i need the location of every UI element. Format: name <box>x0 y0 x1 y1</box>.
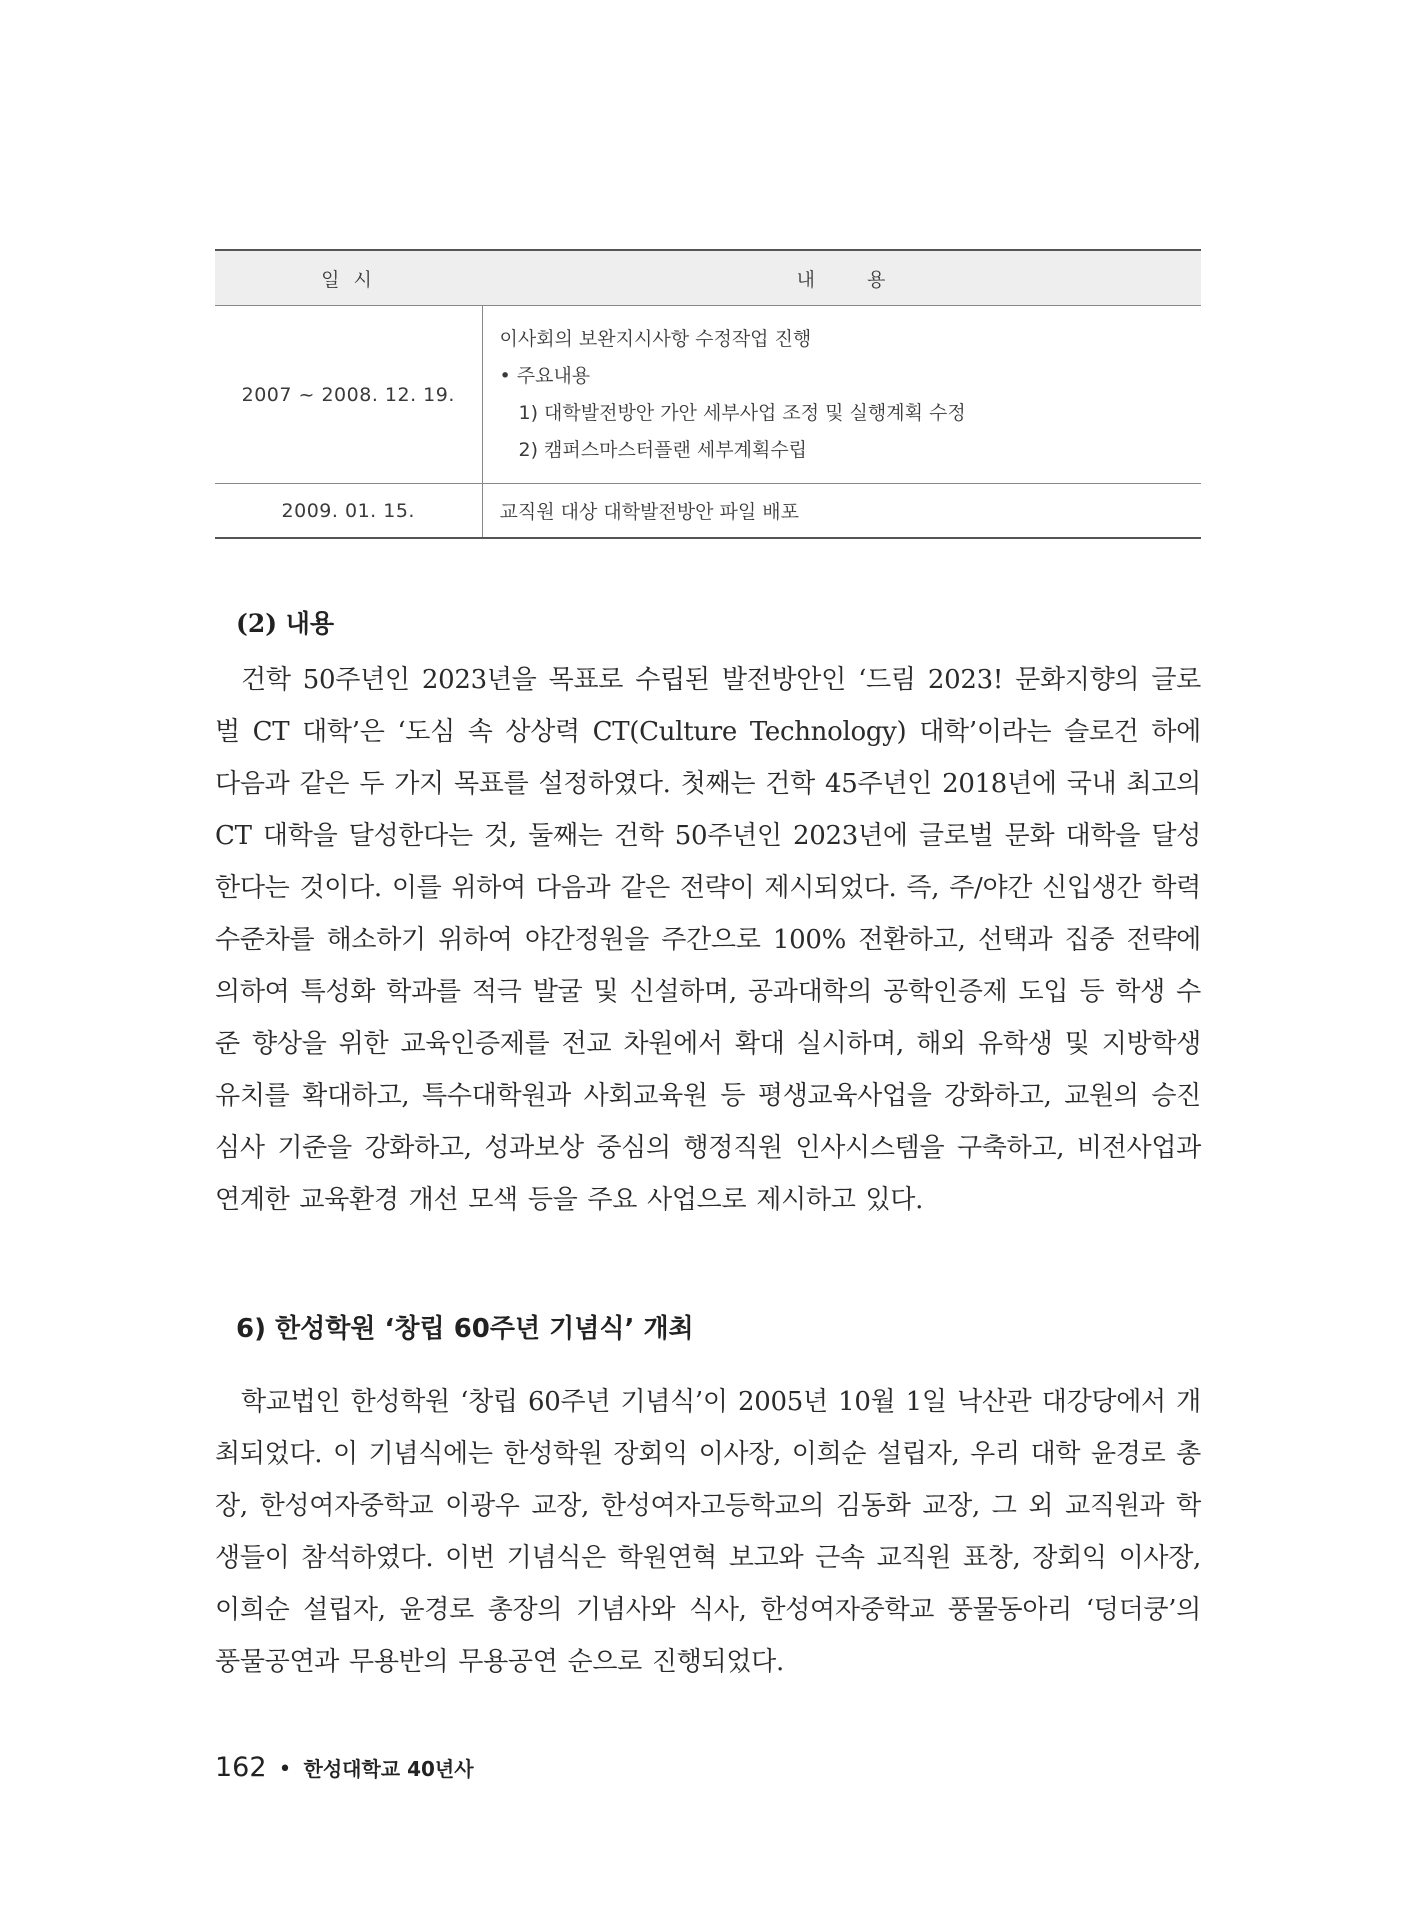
table-header-row <box>215 250 1201 306</box>
header-content: 내용 <box>482 250 1201 306</box>
content-subitem: 2) 캠퍼스마스터플랜 세부계획수립 <box>518 438 808 461</box>
section-title: 6) 한성학원 ‘창립 60주년 기념식’ 개최 <box>236 1314 694 1344</box>
content-line: 이사회의 보완지시사항 수정작업 진행 <box>499 327 812 350</box>
page-footer <box>215 1752 474 1783</box>
row-date: 2009. 01. 15. <box>215 484 482 539</box>
schedule-table <box>215 249 1201 539</box>
content-bullet: • 주요내용 <box>499 364 591 387</box>
page-number: 162 <box>215 1752 267 1783</box>
row-date: 2007 ~ 2008. 12. 19. <box>215 306 482 484</box>
row-content <box>482 306 1201 484</box>
table-row <box>215 306 1201 484</box>
footer-bullet: • <box>278 1757 292 1782</box>
header-date: 일 시 <box>215 250 482 306</box>
section-heading: (2) 내용 <box>236 609 335 638</box>
row-content: 교직원 대상 대학발전방안 파일 배포 <box>482 484 1201 539</box>
table-row <box>215 484 1201 539</box>
content-subitem: 1) 대학발전방안 가안 세부사업 조정 및 실행계획 수정 <box>518 401 966 424</box>
body-paragraph: 학교법인 한성학원 ‘창립 60주년 기념식’이 2005년 10월 1일 낙산관 대강당에서 개최되었다. 이 기념식에는 한성학원 장회익 이사장, 이희순 설립자, 우리 대학 윤경로 총장, 한성여자중학교 이광우 교장, 한성여자고등학교의 김동화 교장, 그 외 교직원과 학생들이 참석하였다. 이번 기념식은 학원연혁 보고와 근속 교직원 표창, 장회익 이사장, 이희순 설립자, 윤경로 총장의 기념사와 식사, 한성여자중학교 풍물동아리 ‘덩더쿵’의 풍물공연과 무용반의 무용공연 순으로 진행되었다. <box>215 1387 1201 1677</box>
body-paragraph: 건학 50주년인 2023년을 목표로 수립된 발전방안인 ‘드림 2023! 문화지향의 글로벌 CT 대학’은 ‘도심 속 상상력 CT(Culture Technology) 대학’이라는 슬로건 하에 다음과 같은 두 가지 목표를 설정하였다. 첫째는 건학 45주년인 2018년에 국내 최고의 CT 대학을 달성한다는 것, 둘째는 건학 50주년인 2023년에 글로벌 문화 대학을 달성한다는 것이다. 이를 위하여 다음과 같은 전략이 제시되었다. 즉, 주/야간 신입생간 학력수준차를 해소하기 위하여 야간정원을 주간으로 100% 전환하고, 선택과 집중 전략에 의하여 특성화 학과를 적극 발굴 및 신설하며, 공과대학의 공학인증제 도입 등 학생 수준 향상을 위한 교육인증제를 전교 차원에서 확대 실시하며, 해외 유학생 및 지방학생 유치를 확대하고, 특수대학원과 사회교육원 등 평생교육사업을 강화하고, 교원의 승진심사 기준을 강화하고, 성과보상 중심의 행정직원 인사시스템을 구축하고, 비전사업과 연계한 교육환경 개선 모색 등을 주요 사업으로 제시하고 있다. <box>215 665 1201 1215</box>
book-title: 한성대학교 40년사 <box>303 1757 474 1781</box>
